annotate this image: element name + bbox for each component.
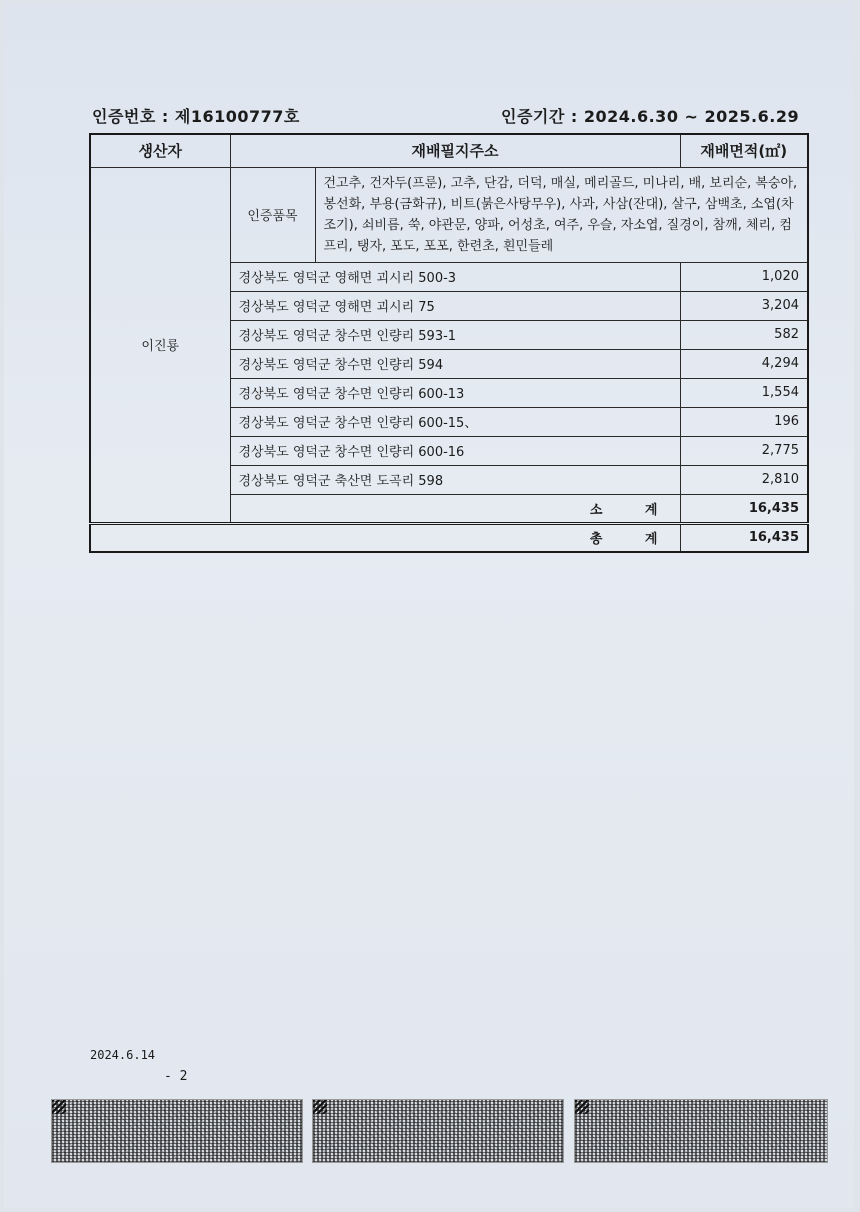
- row-area: 1,020: [680, 262, 808, 291]
- total-row: [90, 523, 808, 552]
- row-area: 196: [680, 407, 808, 436]
- row-address: 경상북도 영덕군 창수면 인량리 593-1: [230, 320, 680, 349]
- footer-date: 2024.6.14: [90, 1048, 156, 1062]
- row-area: 2,810: [680, 465, 808, 494]
- row-area: 2,775: [680, 436, 808, 465]
- row-address: 경상북도 영덕군 영해면 괴시리 75: [230, 291, 680, 320]
- table-header-row: [90, 134, 808, 167]
- header-area: 재배면적(㎡): [680, 134, 808, 167]
- cultivation-table: [89, 133, 809, 553]
- row-address: 경상북도 영덕군 영해면 괴시리 500-3: [230, 262, 680, 291]
- row-area: 3,204: [680, 291, 808, 320]
- subtotal-label: 소 계: [230, 494, 680, 523]
- total-label: 총 계: [90, 523, 680, 552]
- items-list: 건고추, 건자두(프룬), 고추, 단감, 더덕, 매실, 메리골드, 미나리, 배, 보리순, 복숭아, 봉선화, 부용(금화규), 비트(붉은사탕무우), 사과, 사삼(잔대), 살구, 삼백초, 소엽(차조기), 쇠비름, 쑥, 야관문, 양파, 어성초, 여주, 우슬, 자소엽, 질경이, 참깨, 체리, 컴프리, 탱자, 포도, 포포, 한련초, 흰민들레: [315, 167, 808, 262]
- document-page: [4, 2, 854, 1208]
- barcode-pattern-center: [312, 1099, 564, 1163]
- header-address: 재배필지주소: [230, 134, 680, 167]
- items-row: [90, 167, 808, 262]
- row-address: 경상북도 영덕군 창수면 인량리 600-15、: [230, 407, 680, 436]
- header-producer: 생산자: [90, 134, 230, 167]
- row-address: 경상북도 영덕군 창수면 인량리 594: [230, 349, 680, 378]
- certification-number: 인증번호 : 제16100777호: [92, 107, 300, 126]
- row-address: 경상북도 영덕군 창수면 인량리 600-16: [230, 436, 680, 465]
- certification-period: 인증기간 : 2024.6.30 ~ 2025.6.29: [501, 107, 800, 126]
- row-area: 4,294: [680, 349, 808, 378]
- row-area: 1,554: [680, 378, 808, 407]
- barcode-pattern-right: [574, 1099, 828, 1163]
- subtotal-value: 16,435: [680, 494, 808, 523]
- row-area: 582: [680, 320, 808, 349]
- producer-name: 이진룡: [90, 167, 230, 523]
- page-number: - 2: [164, 1069, 188, 1084]
- row-address: 경상북도 영덕군 축산면 도곡리 598: [230, 465, 680, 494]
- barcode-pattern-left: [51, 1099, 303, 1163]
- row-address: 경상북도 영덕군 창수면 인량리 600-13: [230, 378, 680, 407]
- total-value: 16,435: [680, 523, 808, 552]
- items-label: 인증품목: [230, 167, 315, 262]
